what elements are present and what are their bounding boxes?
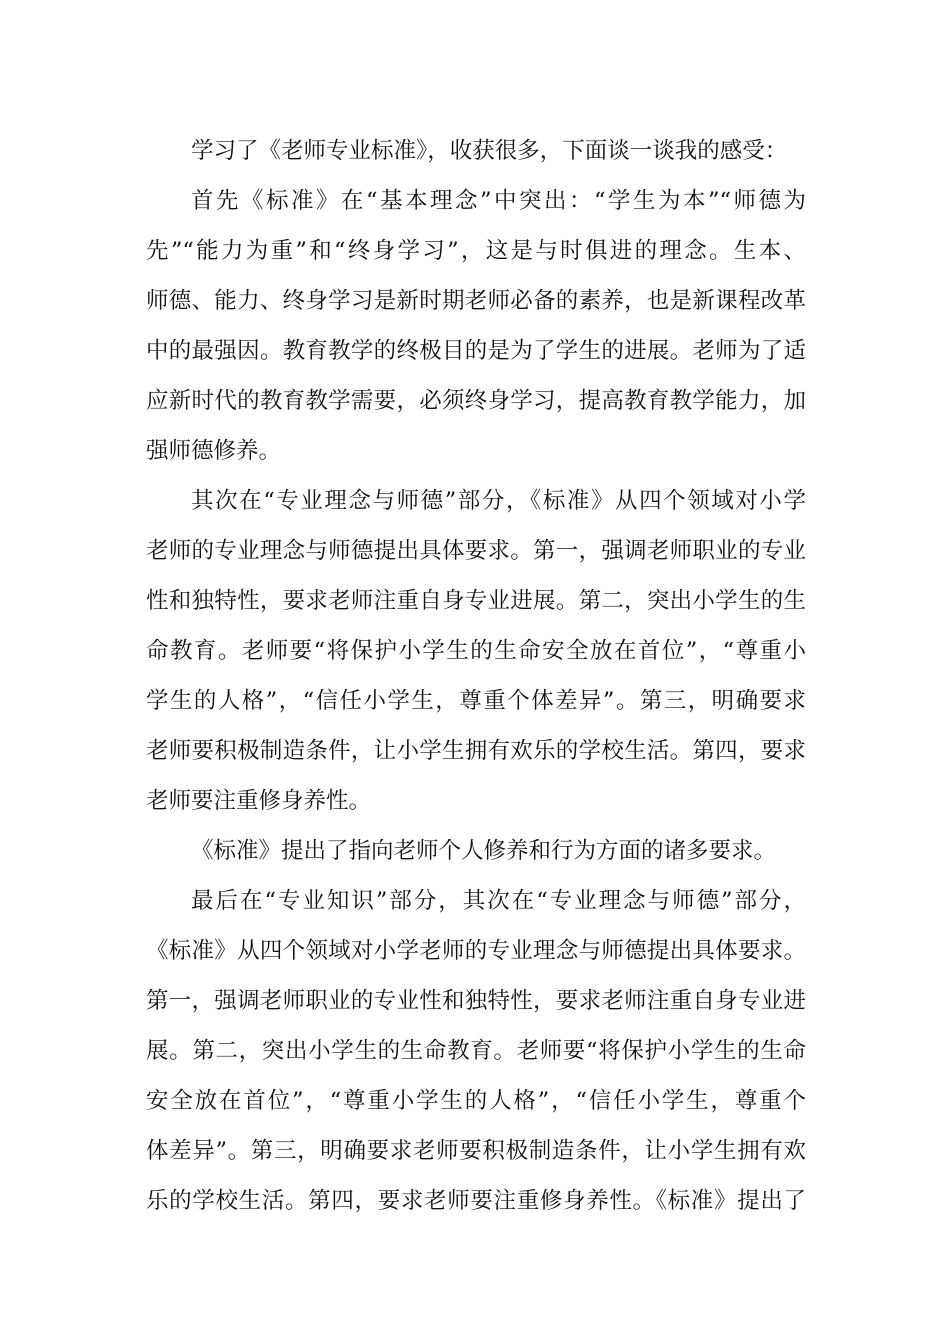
text-line: 性和独特性，要求老师注重自身专业进展。第二，突出小学生的生 <box>146 588 806 614</box>
text-line: 老师的专业理念与师德提出具体要求。第一，强调老师职业的专业 <box>146 538 806 564</box>
text-line: 学习了《老师专业标准》，收获很多，下面谈一谈我的感受： <box>191 138 788 164</box>
text-line: 乐的学校生活。第四，要求老师要注重修身养性。《标准》提出了 <box>146 1188 806 1214</box>
text-line: 安全放在首位”，“尊重小学生的人格”，“信任小学生，尊重个 <box>146 1088 806 1114</box>
text-line: 应新时代的教育教学需要，必须终身学习，提高教育教学能力，加 <box>146 388 806 414</box>
text-line: 强师德修养。 <box>146 438 282 464</box>
text-line: 其次在“专业理念与师德”部分，《标准》从四个领域对小学 <box>191 488 806 514</box>
text-line: 师德、能力、终身学习是新时期老师必备的素养，也是新课程改革 <box>146 288 806 314</box>
text-line: 老师要注重修身养性。 <box>146 788 372 814</box>
text-line: 《标准》从四个领域对小学老师的专业理念与师德提出具体要求。 <box>146 938 806 964</box>
text-line: 《标准》提出了指向老师个人修养和行为方面的诸多要求。 <box>191 838 777 864</box>
text-line: 老师要积极制造条件，让小学生拥有欢乐的学校生活。第四，要求 <box>146 738 806 764</box>
text-line: 第一，强调老师职业的专业性和独特性，要求老师注重自身专业进 <box>146 988 806 1014</box>
text-line: 体差异”。第三，明确要求老师要积极制造条件，让小学生拥有欢 <box>146 1138 806 1164</box>
text-line: 命教育。老师要“将保护小学生的生命安全放在首位”，“尊重小 <box>146 638 806 664</box>
text-line: 中的最强因。教育教学的终极目的是为了学生的进展。老师为了适 <box>146 338 806 364</box>
text-line: 展。第二，突出小学生的生命教育。老师要“将保护小学生的生命 <box>146 1038 806 1064</box>
text-line: 最后在“专业知识”部分，其次在“专业理念与师德”部分， <box>191 888 806 914</box>
text-line: 首先《标准》在“基本理念”中突出：“学生为本”“师德为 <box>191 188 806 214</box>
text-line: 先”“能力为重”和“终身学习”，这是与时俱进的理念。生本、 <box>146 238 806 264</box>
text-line: 学生的人格”，“信任小学生，尊重个体差异”。第三，明确要求 <box>146 688 806 714</box>
